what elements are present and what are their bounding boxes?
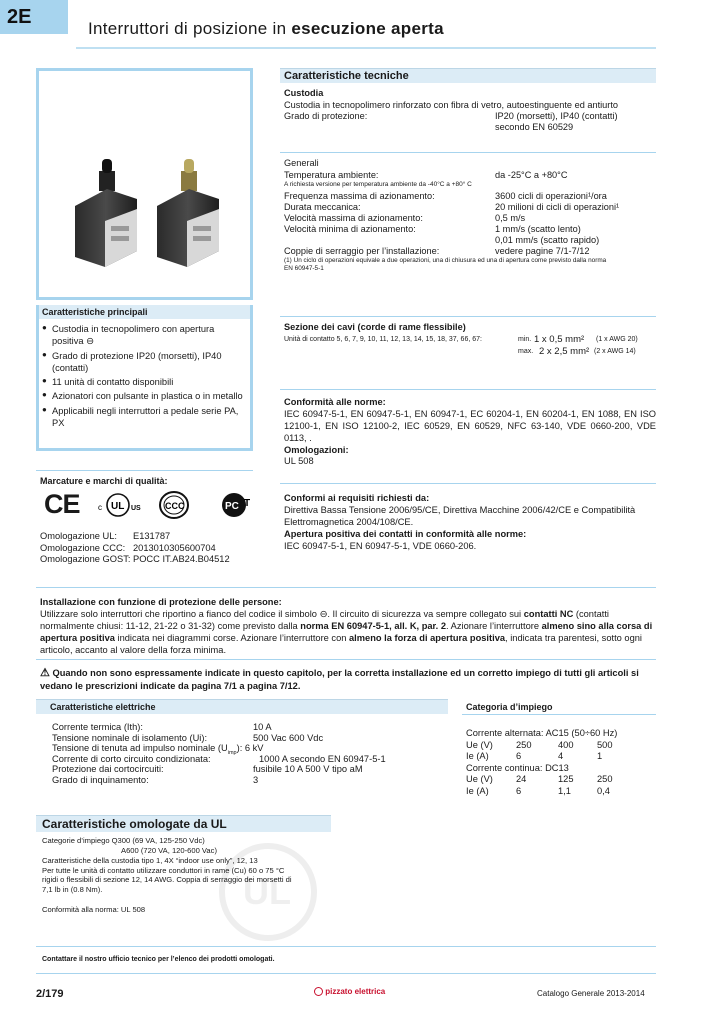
page-number: 2/179 [36, 988, 64, 1000]
ac-title: Corrente alternata: AC15 (50÷60 Hz) [466, 728, 618, 738]
ce-mark-icon: CE [44, 489, 80, 519]
brand-logo: pizzato elettrica [314, 987, 385, 997]
svg-text:CCC: CCC [165, 501, 185, 511]
footnote-standard: EN 60947-5-1 [284, 264, 324, 272]
approval-label: Omologazione GOST: [40, 554, 131, 564]
contact-note: Contattare il nostro ufficio tecnico per l’elenco dei prodotti omologati. [42, 956, 275, 963]
requirements-section [284, 493, 656, 552]
warning-note: ⚠ Quando non sono espressamente indicate in questo capitolo, per la corretta installazione ed un corretto impiego di tutti gli articoli si vedano le prescrizioni indicate da pagina 7/1 a pagina 7/12. [40, 667, 639, 692]
positive-opening-heading: Apertura positiva dei contatti in conformità alle norme: [284, 528, 527, 539]
requirements-heading: Conformi ai requisiti richiesti da: [284, 493, 430, 503]
svg-text:c: c [98, 503, 102, 512]
quality-marks [40, 488, 255, 522]
approval-label: Omologazione CCC: [40, 542, 126, 553]
approval-codes [40, 531, 255, 566]
cable-section: Sezione dei cavi (corde di rame flessibile) Unità di contatto 5, 6, 7, 9, 10, 11, 12, 13, 14, 15, 18, 37, 66, 67: min. 1 x 0,5 mm² (1 x AWG 20) max. 2 x 2,5 mm² (2 x AWG 14) [284, 322, 656, 358]
warning-icon: ⚠ [40, 667, 50, 679]
electrical-table: Corrente termica (Ith): 10 A Tensione nominale di isolamento (Ui): 500 Vac 600 Vdc Tensione di tenuta ad impulso nominale $(U_{imp})$: 6 kV Corrente di corto circuito condizionata: 1000 A secondo EN 60947-5-1 Protezione dai cortocircuiti: fusibile 10 A 500 V tipo aM Grado di inquinamento: 3 [52, 722, 386, 785]
svg-text:UL: UL [243, 871, 291, 912]
positive-opening-icon: ⊖ [319, 608, 328, 619]
divider [36, 946, 656, 947]
electrical-heading: Caratteristiche elettriche [36, 699, 448, 714]
protection-label: Grado di protezione: [284, 111, 368, 121]
approvals-text: UL 508 [284, 456, 314, 467]
ul-heading: Caratteristiche omologate da UL [36, 815, 331, 832]
norms-section [284, 397, 656, 468]
housing-label: Custodia [284, 88, 324, 98]
list-item: ● Grado di protezione IP20 (morsetti), IP40 (contatti) [42, 350, 247, 375]
footnote: (1) Un ciclo di operazioni equivale a due operazioni, una di chiusura ed una di apertura come previsto dalla norma [284, 256, 607, 264]
marks-heading: Marcature e marchi di qualità: [40, 476, 168, 486]
divider [36, 470, 253, 471]
general-section: Generali Temperatura ambiente: da -25°C a +80°C A richiesta versione per temperatura ambiente da -40°C a +80° C Frequenza massima di azionamento: 3600 cicli di operazioni¹/ora Durata meccanica: 20 milioni di cicli di operazioni¹ Velocità massima di azionamento: 0,5 m/s Velocità minima di azionamento: 1 mm/s (scatto lento) 0,01 mm/s (scatto rapido) Coppie di serraggio per l’installazione: vedere pagine 7/1-7/12 (1) Un ciclo di operazioni equivale a due operazioni, una di chiusura ed una di apertura come previsto dalla norma EN 60947-5-1 [284, 158, 656, 273]
header-rule [76, 47, 656, 49]
section-tab [0, 0, 68, 34]
dc-title: Corrente continua: DC13 [466, 762, 569, 773]
divider [280, 316, 656, 317]
temp-note: A richiesta versione per temperatura ambiente da -40°C a +80° C [284, 180, 472, 188]
protection-value: IP20 (morsetti), IP40 (contatti) [495, 111, 618, 121]
category-table: Corrente alternata: AC15 (50÷60 Hz) Ue (V) 250 400 500 Ie (A) 6 4 1 Corrente continua: DC13 Ue (V) 24 125 250 Ie (A) 6 1,1 0,4 [466, 728, 656, 797]
features-heading: Caratteristiche principali [39, 305, 250, 319]
category-heading: Categoria d’impiego [466, 702, 553, 712]
norms-text: IEC 60947-5-1, EN 60947-5-1, EN 60947-1, EC 60204-1, EN 60204-1, EN 1088, EN ISO 12100-1, EN ISO 12100-2, IEC 60529, EN 60529, NFC 63-140, VDE 0660-200, VDE 0113, . [284, 408, 656, 443]
catalog-label: Catalogo Generale 2013-2014 [537, 989, 645, 998]
approval-label: Omologazione UL: [40, 531, 117, 541]
ul-text: Categorie d’impiego Q300 (69 VA, 125-250 Vdc) A600 (720 VA, 120-600 Vac) Caratteristiche della custodia tipo 1, 4X “indoor use only”, 12, 13 Per tutte le unità di contatto utilizzare conduttori in rame (Cu) 60 o 75 °C rigidi o flessibili di sezione 12, 14 AWG. Coppia di serraggio dei morsetti di 7,1 lb in (0.8 Nm). Conformità alla norma: UL 508 [42, 836, 292, 915]
list-item: ● 11 unità di contatto disponibili [42, 376, 247, 388]
approval-value: 2013010305600704 [133, 542, 216, 553]
approval-value: E131787 [133, 531, 171, 541]
footer-rule [36, 973, 656, 974]
features-box [36, 305, 253, 451]
divider [280, 483, 656, 484]
divider [36, 659, 656, 660]
cable-units: Unità di contatto 5, 6, 7, 9, 10, 11, 12, 13, 14, 15, 18, 37, 66, 67: [284, 335, 482, 343]
list-item: ● Custodia in tecnopolimero con apertura positiva ⊖ [42, 323, 247, 348]
title-bold: esecuzione aperta [291, 19, 444, 38]
svg-text:T: T [244, 498, 251, 509]
list-item: ● Applicabili negli interruttori a pedale serie PA, PX [42, 405, 247, 430]
gost-mark-icon [220, 490, 252, 523]
features-list [42, 323, 247, 431]
tech-section [284, 88, 656, 133]
svg-text:US: US [131, 505, 141, 512]
positive-opening-text: IEC 60947-5-1, EN 60947-5-1, VDE 0660-206. [284, 540, 477, 551]
title-plain: Interruttori di posizione in [88, 19, 292, 38]
divider [36, 587, 656, 588]
svg-text:PC: PC [225, 501, 239, 512]
page-title [88, 18, 444, 39]
ul-mark-icon [98, 492, 144, 521]
product-photo [36, 68, 253, 300]
cable-heading: Sezione dei cavi (corde di rame flessibile) [284, 322, 466, 332]
requirements-text: Direttiva Bassa Tensione 2006/95/CE, Direttiva Macchine 2006/42/CE e Compatibilità Elettromagnetica 2004/108/CE. [284, 504, 636, 527]
divider [280, 152, 656, 153]
installation-heading: Installazione con funzione di protezione delle persone: [40, 597, 282, 607]
installation-text: Utilizzare solo interruttori che riportino a fianco del codice il simbolo ⊖. Il circuito di sicurezza va sempre collegato sui contatti NC (contatti normalmente chiusi: 11-12, 21-22 o 31-32) come previsto dalla norma EN 60947-5-1, all. K, par. 2. Azionare l’interruttore almeno sino alla corsa di apertura positiva indicata nei diagrammi corse. Azionare l’interruttore con almeno la forza di apertura positiva, indicata tra parentesi, sotto ogni articolo, accanto al valore della forza minima. [40, 608, 653, 655]
installation-section [40, 597, 656, 656]
housing-text: Custodia in tecnopolimero rinforzato con fibra di vetro, autoestinguente ed antiurto [284, 99, 619, 110]
protection-standard: secondo EN 60529 [495, 122, 574, 132]
approvals-heading: Omologazioni: [284, 444, 349, 455]
norms-heading: Conformità alle norme: [284, 397, 386, 407]
switch-image [39, 71, 250, 297]
general-label: Generali [284, 158, 319, 168]
approval-value: POCC IT.AB24.B04512 [133, 554, 230, 564]
section-code: 2E [7, 6, 32, 28]
list-item: ● Azionatori con pulsante in plastica o in metallo [42, 390, 247, 402]
svg-text:UL: UL [111, 501, 125, 512]
brand-icon [314, 987, 323, 996]
ccc-mark-icon [158, 490, 190, 523]
positive-opening-icon: ⊖ [86, 336, 94, 347]
divider [462, 714, 656, 715]
tech-heading: Caratteristiche tecniche [280, 68, 656, 83]
divider [280, 389, 656, 390]
